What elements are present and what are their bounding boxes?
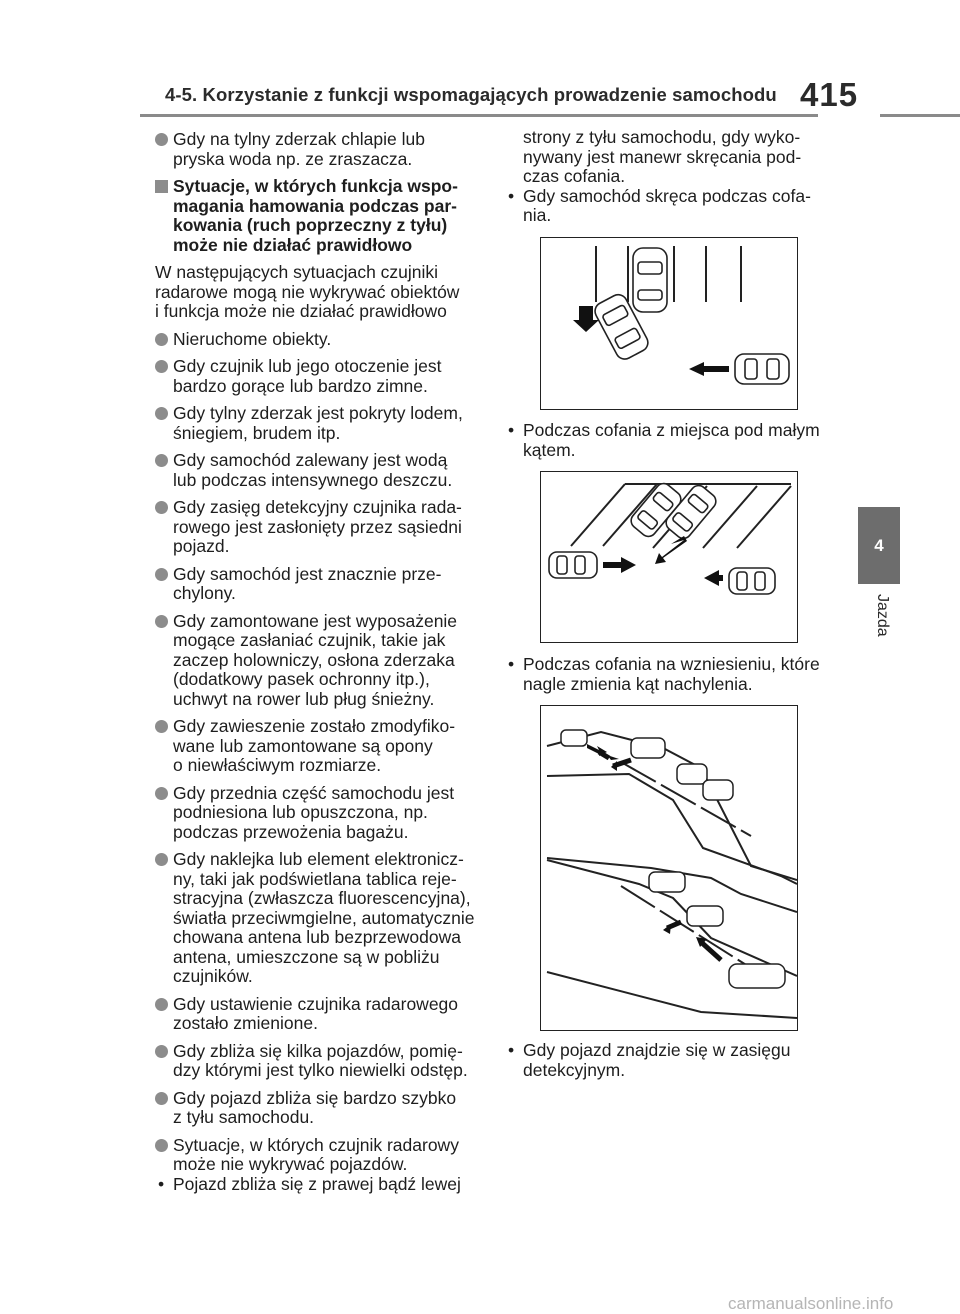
bullet-text: [173, 1136, 495, 1175]
bullet-text: [173, 330, 495, 350]
bullet-splash: [155, 130, 495, 169]
bullet-text: [173, 498, 495, 557]
text-line: Gdy pojazd znajdzie się w zasięgu: [523, 1040, 791, 1060]
bullet-dot-icon: [155, 615, 168, 628]
bullet-equipment: [155, 612, 495, 710]
text-line: antena, umieszczone są w pobliżu: [173, 946, 440, 967]
text-line: Podczas cofania z miejsca pod małym: [523, 420, 820, 440]
text-line: pojazd.: [173, 536, 230, 556]
text-line: śniegiem, brudem itp.: [173, 422, 341, 443]
bullet-sticker: [155, 850, 495, 987]
text-line: i funkcja może nie działać prawidłowo: [155, 301, 447, 321]
section-title: 4-5. Korzystanie z funkcji wspomagających prowadzenie samochodu: [165, 84, 777, 105]
right-column: [505, 128, 840, 226]
text-line: z tyłu samochodu.: [173, 1107, 315, 1127]
sub-item-text: [523, 1041, 840, 1080]
right-sub-range: [505, 1041, 840, 1080]
bullet-dot-icon: [155, 1139, 168, 1152]
bullet-dot-icon: [155, 333, 168, 346]
bullet-dot-icon: [155, 720, 168, 733]
left-column: [155, 130, 495, 1194]
sub-item-turning: [505, 187, 840, 226]
bullet-text: [173, 451, 495, 490]
text-line: lub podczas intensywnego deszczu.: [173, 469, 453, 490]
text-line: dzy którymi jest tylko niewielki odstęp.: [173, 1060, 468, 1080]
header-rule-right: [880, 114, 960, 117]
text-line: stracyjna (zwłaszcza fluorescencyjna),: [173, 888, 471, 908]
bullet-text: [173, 357, 495, 396]
text-line: Gdy zawieszenie zostało zmodyfiko-: [173, 716, 456, 736]
text-line: Gdy przednia część samochodu jest: [173, 782, 455, 803]
sub-bullet-marker: •: [158, 1173, 165, 1194]
text-line: o niewłaściwym rozmiarze.: [173, 755, 382, 775]
sub-item-text: [523, 655, 840, 694]
bullet-temperature: [155, 357, 495, 396]
bullet-text: [173, 717, 495, 776]
text-line: strony z tyłu samochodu, gdy wyko-: [523, 127, 801, 147]
intro-paragraph: [155, 263, 495, 322]
text-line: Gdy tylny zderzak jest pokryty lodem,: [173, 403, 463, 423]
text-line: Podczas cofania na wzniesieniu, które: [523, 654, 820, 674]
text-line: Gdy zbliża się kilka pojazdów, pomię-: [173, 1040, 463, 1061]
bullet-dot-icon: [155, 360, 168, 373]
figure-turning-reverse-illustration: [541, 238, 797, 409]
bullet-text: [173, 784, 495, 843]
header-rule: [140, 114, 818, 117]
figure-turning-reverse: [540, 237, 798, 410]
bullet-text: [173, 404, 495, 443]
chapter-label: Jazda: [874, 594, 891, 637]
sub-bullet-marker: •: [508, 1040, 515, 1060]
text-line: rowego jest zasłonięty przez sąsiedni: [173, 516, 462, 537]
text-line: kątem.: [523, 439, 576, 460]
bullet-text: [173, 130, 495, 169]
bullet-radar-miss: [155, 1136, 495, 1175]
sub-item-side-approach: [155, 1175, 495, 1195]
figure-small-angle-illustration: [541, 472, 797, 642]
sub-item-text: [523, 421, 840, 460]
sub-item-text: Pojazd zbliża się z prawej bądź lewej: [173, 1173, 461, 1194]
text-line: nywany jest manewr skręcania pod-: [523, 146, 802, 167]
text-line: podniesiona lub opuszczona, np.: [173, 802, 428, 822]
bullet-dot-icon: [155, 454, 168, 467]
sub-bullet-marker: •: [508, 654, 515, 674]
bullet-dot-icon: [155, 853, 168, 866]
text-line: Sytuacje, w których czujnik radarowy: [173, 1134, 459, 1155]
bullet-tilted: [155, 565, 495, 604]
text-line: detekcyjnym.: [523, 1059, 626, 1080]
bullet-text: [173, 612, 495, 710]
text-line: światła przeciwmgielne, automatycznie: [173, 907, 475, 928]
sub-item-detection-range: [505, 1041, 840, 1080]
watermark: carmanualsonline.info: [728, 1294, 894, 1313]
figure-slope-illustration: [541, 706, 797, 1030]
text-line: Gdy pojazd zbliża się bardzo szybko: [173, 1087, 457, 1108]
text-line: nagle zmienia kąt nachylenia.: [523, 673, 753, 694]
text-line: Gdy czujnik lub jego otoczenie jest: [173, 356, 442, 376]
text-line: Gdy zamontowane jest wyposażenie: [173, 610, 458, 631]
sub-bullet-marker: •: [508, 185, 515, 206]
text-line: chowana antena lub bezprzewodowa: [173, 927, 461, 947]
bullet-text: [173, 1089, 495, 1128]
text-line: mogące zasłaniać czujnik, takie jak: [173, 630, 446, 650]
text-line: Gdy samochód skręca podczas cofa-: [523, 185, 811, 206]
bullet-water: [155, 451, 495, 490]
figure-slope: [540, 705, 798, 1031]
text-line: czujników.: [173, 966, 253, 986]
sub-item-text: [523, 187, 840, 226]
text-line: Gdy samochód jest znacznie prze-: [173, 563, 442, 584]
text-line: zostało zmienione.: [173, 1013, 318, 1033]
bullet-dot-icon: [155, 1045, 168, 1058]
text-line: może nie działać prawidłowo: [173, 234, 413, 255]
text-line: pryska woda np. ze zraszacza.: [173, 148, 413, 169]
bullet-dot-icon: [155, 133, 168, 146]
bullet-text: [173, 995, 495, 1034]
text-line: radarowe mogą nie wykrywać obiektów: [155, 281, 460, 302]
continued-text: [505, 128, 840, 187]
text-line: czas cofania.: [523, 166, 626, 186]
bullet-dot-icon: [155, 998, 168, 1011]
text-line: kowania (ruch poprzeczny z tyłu): [173, 215, 448, 235]
right-sub-angle: [505, 421, 840, 460]
bullet-alignment: [155, 995, 495, 1034]
text-line: chylony.: [173, 583, 236, 603]
bullet-dot-icon: [155, 568, 168, 581]
bullet-text: [173, 850, 495, 987]
text-line: zaczep holowniczy, osłona zderzaka: [173, 649, 455, 670]
text-line: bardzo gorące lub bardzo zimne.: [173, 375, 428, 396]
bullet-ice: [155, 404, 495, 443]
text-line: wane lub zamontowane są opony: [173, 735, 433, 756]
text-line: W następujących sytuacjach czujniki: [155, 262, 439, 282]
bullet-fast-approach: [155, 1089, 495, 1128]
sub-bullet-marker: •: [508, 420, 515, 440]
sub-item-slope: [505, 655, 840, 694]
page-number: 415: [800, 76, 859, 113]
bullet-front-raised: [155, 784, 495, 843]
bullet-text: [173, 565, 495, 604]
heading-text: [173, 177, 495, 255]
text-line: Gdy na tylny zderzak chlapie lub: [173, 129, 425, 149]
bullet-multiple-vehicles: [155, 1042, 495, 1081]
text-line: Gdy naklejka lub element elektronicz-: [173, 849, 464, 869]
section-heading: [155, 177, 495, 255]
chapter-tab[interactable]: 4: [858, 507, 900, 584]
bullet-dot-icon: [155, 407, 168, 420]
text-line: ny, taki jak podświetlana tablica reje-: [173, 868, 457, 889]
text-line: Gdy zasięg detekcyjny czujnika rada-: [173, 497, 462, 517]
text-line: podczas przewożenia bagażu.: [173, 821, 409, 842]
text-line: może nie wykrywać pojazdów.: [173, 1154, 408, 1174]
text-line: magania hamowania podczas par-: [173, 195, 457, 216]
text-line: Nieruchome obiekty.: [173, 328, 332, 349]
text-line: Gdy samochód zalewany jest wodą: [173, 450, 448, 470]
right-sub-slope: [505, 655, 840, 694]
text-line: (dodatkowy pasek ochronny itp.),: [173, 669, 430, 689]
bullet-suspension: [155, 717, 495, 776]
text-line: nia.: [523, 205, 552, 225]
sub-item-small-angle: [505, 421, 840, 460]
square-bullet-icon: [155, 180, 168, 193]
text-line: Gdy ustawienie czujnika radarowego: [173, 993, 459, 1014]
bullet-dot-icon: [155, 501, 168, 514]
bullet-text: [173, 1042, 495, 1081]
bullet-dot-icon: [155, 1092, 168, 1105]
figure-small-angle: [540, 471, 798, 643]
bullet-obstructed: [155, 498, 495, 557]
bullet-dot-icon: [155, 787, 168, 800]
text-line: Sytuacje, w których funkcja wspo-: [173, 176, 458, 196]
bullet-stationary: [155, 330, 495, 350]
text-line: uchwyt na rower lub pług śnieżny.: [173, 688, 435, 709]
